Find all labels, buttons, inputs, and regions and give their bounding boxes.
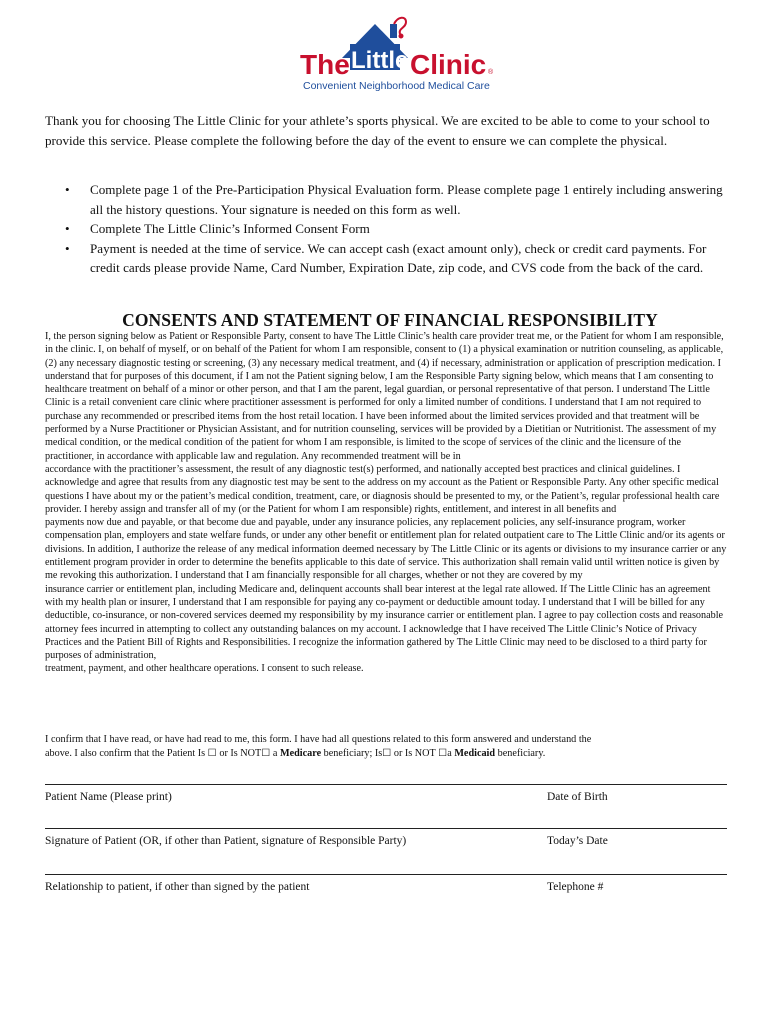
consent-paragraph: I, the person signing below as Patient or Responsible Party, consent to have The Little Clinic’s health care provider treat me, or the Patient for whom I am responsible, in the clinic. I, on behalf of myself, or on behalf of the Patient for whom I am responsible, consent to (1) a physical examination or nutrition counseling, as applicable, (2) any necessary diagnostic testing or screening, (3) any necessary medical treatment, and (4) if necessary, administration or application of prescription medication. I understand that for purposes of this document, if I am not the Patient signing below, I am the Responsible Party signing below, which means that I am consenting to healthcare treatment on behalf of a minor or other person, and that I am the parent, legal guardian, or personal representative of that person. I understand The Little Clinic is a retail convenient care clinic where practitioner assessment is performed for only a limited number of conditions. I understand that I am not required to purchase any recommended or prescribed items from the host retail location. I have been informed about the limited services provided and that treatment will be performed by a Nurse Practitioner or Physician Assistant, and for nutrition counseling, services will be provided by a Dietitian or Nutritionist. The assessment of my medical condition, or the medical condition of the patient for whom I am responsible, is limited to the scope of services of the clinic and the licensure of the practitioner, in accordance with applicable law and regulation. Any recommended treatment will be in	[45, 331, 724, 462]
confirmation-text-part1: above. I also confirm that the Patient Is ☐ or Is NOT☐ a	[45, 748, 280, 759]
confirmation-line-1: I confirm that I have read, or have had read to me, this form. I have had all questions related to this form answered and understand the	[45, 734, 592, 745]
instruction-item	[45, 219, 735, 239]
logo-tagline: Convenient Neighborhood Medical Care	[303, 80, 490, 92]
instruction-text: Complete page 1 of the Pre-Participation Physical Evaluation form. Please complete page 1 entirely including answering all the history questions. Your signature is needed on this form as well.	[90, 182, 723, 217]
clinic-logo-graphic	[298, 14, 498, 96]
relationship-line[interactable]	[45, 874, 727, 875]
logo-word-little: Little	[351, 47, 409, 74]
date-of-birth-label: Date of Birth	[547, 791, 608, 803]
bullet-icon: •	[65, 240, 70, 256]
signature-line[interactable]	[45, 828, 727, 829]
consent-paragraph: treatment, payment, and other healthcare operations. I consent to such release.	[45, 663, 364, 675]
confirmation-text-part2: beneficiary; Is☐ or Is NOT ☐a	[321, 748, 455, 759]
signature-row-relationship	[45, 874, 727, 893]
confirmation-line-2	[45, 747, 729, 761]
consent-paragraph: accordance with the practitioner’s assessment, the result of any diagnostic test(s) performed, and nationally accepted best practices and clinical guidelines. I acknowledge and agree that results from any diagnostic test may be sent to the address on my account as the Patient or Responsible Party. Any other specific medical questions I have about my or the patient’s medical condition, treatment, care, or diagnosis should be presented to my, or the Patient’s, regular professional health care provider. I hereby assign and transfer all of my (or the Patient for whom I am responsible) rights, entitlement, and interest in all benefits and	[45, 463, 720, 515]
instruction-text: Complete The Little Clinic’s Informed Consent Form	[90, 221, 370, 236]
consent-paragraph: insurance carrier or entitlement plan, including Medicare and, delinquent accounts shall bear interest at the legal rate allowed. If The Little Clinic has an agreement with my health plan or insurer, I understand that I am responsible for paying any co-payment or deductible amount today. I understand that I will be billed for any deductible, co-insurance, or non-covered services deemed my responsibility by my insurance carrier or entitlement plan. I agree to pay collection costs and reasonable attorney fees incurred in attempting to collect any outstanding balances on my account. I acknowledge that I have received The Little Clinic’s Notice of Privacy Practices and the Patient Bill of Rights and Responsibilities. I recognize the information gathered by The Little Clinic may need to be disclosed to a third party for purposes of administration,	[45, 583, 724, 662]
consent-title: CONSENTS AND STATEMENT OF FINANCIAL RESPONSIBILITY	[122, 310, 658, 330]
consent-paragraph: payments now due and payable, or that become due and payable, under any insurance policies, any replacement policies, any self-insurance program, worker compensation plan, employers and state welfare funds, or under any other benefit or entitlement plan for related outpatient care to The Little Clinic and/or its agents or divisions. In addition, I authorize the release of any medical information deemed necessary by The Little Clinic or its agents or divisions to my insurance carrier or any entitlement program provider in order to determine the benefits applicable to this date of service. This authorization shall remain valid until written notice is given by me revoking this authorization. I understand that I am financially responsible for all charges, whether or not they are covered by my	[45, 517, 727, 582]
bullet-icon: •	[65, 221, 70, 236]
clinic-logo	[298, 14, 498, 96]
instruction-item	[45, 180, 735, 219]
intro-paragraph: Thank you for choosing The Little Clinic for your athlete’s sports physical. We are excited to be able to come to your school to provide this service. Please complete the following before the day of the event to ensure we can complete the physical.	[45, 113, 710, 148]
instruction-item	[45, 239, 735, 278]
confirmation-text-part3: beneficiary.	[495, 748, 546, 759]
telephone-label: Telephone #	[547, 881, 604, 893]
consent-body	[45, 330, 729, 676]
medicaid-label: Medicaid	[454, 748, 496, 759]
bullet-icon: •	[65, 182, 70, 197]
instruction-list	[45, 180, 735, 278]
signature-row-patient-name	[45, 784, 727, 803]
instruction-text: Payment is needed at the time of service. We can accept cash (exact amount only), check or credit card payments. For credit cards please provide Name, Card Number, Expiration Date, zip code, and CVS code from the back of the card.	[90, 240, 707, 275]
todays-date-label: Today’s Date	[547, 835, 608, 847]
logo-word-the: The	[300, 49, 350, 80]
relationship-label: Relationship to patient, if other than signed by the patient	[45, 881, 310, 893]
patient-name-label: Patient Name (Please print)	[45, 791, 172, 803]
signature-label: Signature of Patient (OR, if other than Patient, signature of Responsible Party)	[45, 835, 407, 847]
logo-word-clinic: Clinic	[410, 49, 487, 80]
signature-row-signature	[45, 828, 727, 847]
confirmation-statement	[45, 733, 729, 761]
logo-trademark: ®	[488, 69, 494, 76]
medicare-label: Medicare	[279, 748, 322, 759]
patient-name-line[interactable]	[45, 784, 727, 785]
